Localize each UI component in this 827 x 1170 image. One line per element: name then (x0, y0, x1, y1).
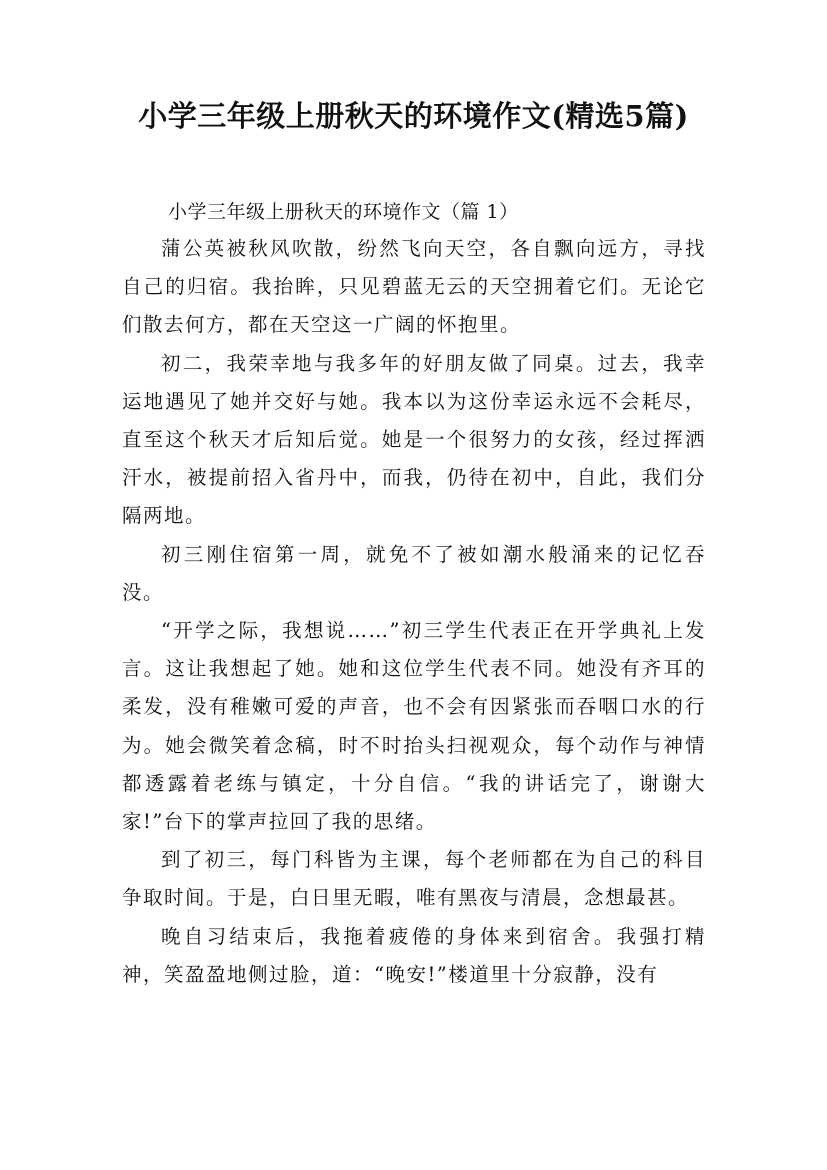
document-body (122, 194, 706, 994)
paragraph-2: 初二，我荣幸地与我多年的好朋友做了同桌。过去，我幸运地遇见了她并交好与她。我本以为这份幸运永远不会耗尽，直至这个秋天才后知后觉。她是一个很努力的女孩，经过挥洒汗水，被提前招入省丹中，而我，仍待在初中，自此，我们分隔两地。 (122, 351, 706, 528)
paragraph-3: 初三刚住宿第一周，就免不了被如潮水般涌来的记忆吞没。 (122, 542, 706, 604)
paragraph-1: 蒲公英被秋风吹散，纷然飞向天空，各自飘向远方，寻找自己的归宿。我抬眸，只见碧蓝无云的天空拥着它们。无论它们散去何方，都在天空这一广阔的怀抱里。 (122, 237, 706, 337)
section-heading: 小学三年级上册秋天的环境作文（篇 1） (168, 201, 519, 223)
document-title: 小学三年级上册秋天的环境作文(精选5篇) (138, 99, 689, 133)
paragraph-4: “开学之际，我想说……”初三学生代表正在开学典礼上发言。这让我想起了她。她和这位学生代表不同。她没有齐耳的柔发，没有稚嫩可爱的声音，也不会有因紧张而吞咽口水的行为。她会微笑着念稿，时不时抬头扫视观众，每个动作与神情都透露着老练与镇定，十分自信。“我的讲话完了，谢谢大家!”台下的掌声拉回了我的思绪。 (122, 619, 706, 834)
paragraph-5: 到了初三，每门科皆为主课，每个老师都在为自己的科目争取时间。于是，白日里无暇，唯有黑夜与清晨，念想最甚。 (122, 848, 706, 910)
paragraph-6: 晚自习结束后，我拖着疲倦的身体来到宿舍。我强打精神，笑盈盈地侧过脸，道：“晚安!”楼道里十分寂静，没有 (122, 924, 706, 986)
